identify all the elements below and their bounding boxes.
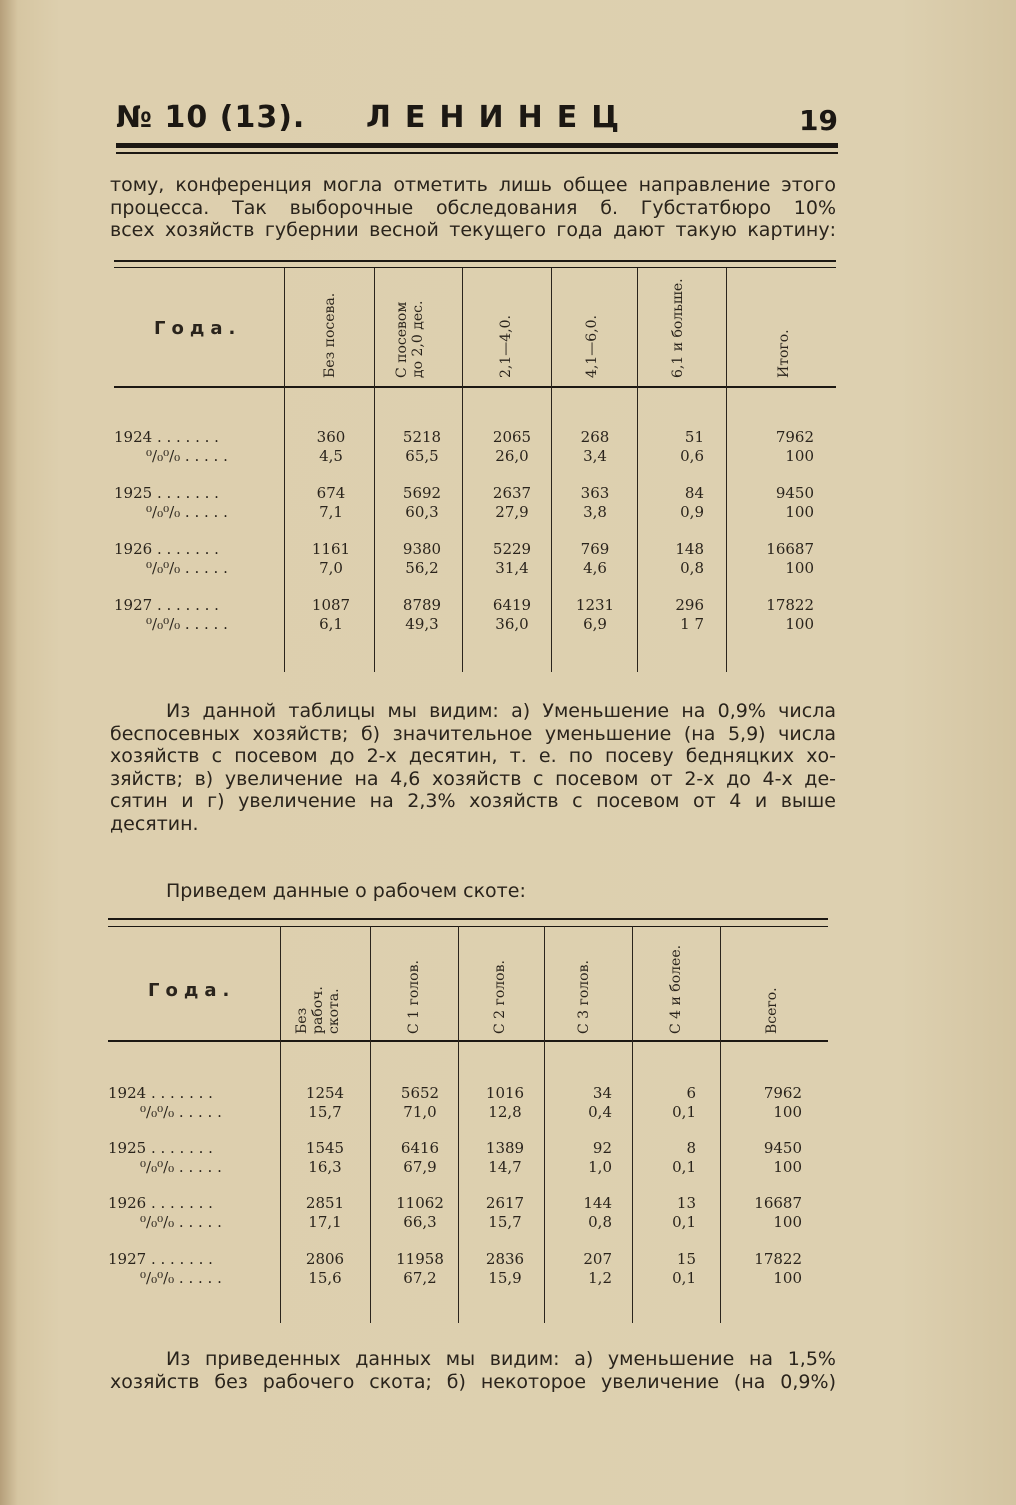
text-line: сятин и г) увеличение на 2,3% хозяйств с посевом от 4 и выше: [110, 790, 836, 812]
column-divider: [720, 926, 721, 1323]
table-cell-value: 5652: [400, 1084, 440, 1102]
table-cell-value: 6416: [400, 1139, 440, 1157]
table-cell-value: 5218: [402, 428, 442, 446]
intro-paragraph: [110, 174, 836, 242]
newspaper-title: ЛЕНИНЕЦ: [366, 100, 634, 135]
table-cell-value: 7962: [775, 428, 814, 446]
table-cell-value: 5692: [402, 484, 442, 502]
table-cell-percent: 67,2: [403, 1269, 437, 1287]
row-percent-label: ⁰/₀⁰/₀ . . . . .: [140, 1213, 222, 1231]
text-line: хозяйств с посевом до 2-х десятин, т. е. по посеву бедняцких хо-: [110, 745, 836, 767]
table-cell-value: 6419: [492, 596, 532, 614]
column-header: С 3 голов.: [576, 960, 592, 1034]
table-cell-value: 1254: [305, 1084, 345, 1102]
table-cell-value: 34: [592, 1084, 612, 1102]
table-cell-value: 2617: [485, 1194, 525, 1212]
text-line: процесса. Так выборочные обследования б. Губстатбюро 10%: [110, 196, 836, 219]
table-cell-percent: 26,0: [495, 447, 529, 465]
table-cell-value: 6: [686, 1084, 696, 1102]
table-cell-value: 769: [580, 540, 610, 558]
column-divider: [462, 268, 463, 672]
table-cell-percent: 0,4: [588, 1103, 612, 1121]
table-cell-percent: 12,8: [488, 1103, 522, 1121]
table-top-rule: [114, 260, 836, 262]
column-header: 4,1—6,0.: [584, 315, 600, 378]
text-line: Из приведенных данных мы видим: а) уменьшение на 1,5%: [166, 1348, 836, 1370]
table-cell-percent: 100: [773, 1158, 802, 1176]
table-cell-value: 674: [316, 484, 346, 502]
table-cell-value: 17822: [754, 1250, 802, 1268]
table-cell-value: 1087: [311, 596, 351, 614]
analysis-paragraph: [110, 700, 836, 835]
table-cell-percent: 67,9: [403, 1158, 437, 1176]
row-percent-label: ⁰/₀⁰/₀ . . . . .: [140, 1103, 222, 1121]
table-cell-percent: 100: [785, 559, 814, 577]
table-cell-percent: 7,0: [319, 559, 343, 577]
text-line: тому, конференция могла отметить лишь общее направление этого: [110, 174, 836, 196]
table-cell-percent: 65,5: [405, 447, 439, 465]
table-top-rule-thin: [114, 267, 836, 268]
row-year-label: 1927 . . . . . . .: [108, 1250, 213, 1268]
column-divider: [632, 926, 633, 1323]
column-divider: [280, 926, 281, 1323]
table-cell-percent: 17,1: [308, 1213, 342, 1231]
row-percent-label: ⁰/₀⁰/₀ . . . . .: [146, 447, 228, 465]
row-percent-label: ⁰/₀⁰/₀ . . . . .: [146, 559, 228, 577]
text-line: зяйств; в) увеличение на 4,6 хозяйств с посевом от 2-х до 4-х де-: [110, 767, 836, 790]
column-header: 6,1 и больше.: [670, 278, 686, 378]
table-cell-percent: 31,4: [495, 559, 529, 577]
row-percent-label: ⁰/₀⁰/₀ . . . . .: [140, 1158, 222, 1176]
table-cell-percent: 6,9: [583, 615, 607, 633]
text-line: десятин.: [110, 812, 199, 835]
table-cell-value: 16687: [766, 540, 814, 558]
table-cell-value: 92: [592, 1139, 612, 1157]
table-cell-percent: 1 7: [680, 615, 704, 633]
livestock-table: [108, 918, 828, 1323]
livestock-intro: [166, 880, 666, 903]
year-column-header: Года.: [148, 980, 236, 1001]
table-cell-value: 9450: [763, 1139, 802, 1157]
table-cell-value: 15: [676, 1250, 696, 1268]
row-year-label: 1926 . . . . . . .: [114, 540, 219, 558]
table-cell-value: 360: [316, 428, 346, 446]
table-cell-percent: 100: [785, 503, 814, 521]
table-cell-percent: 60,3: [405, 503, 439, 521]
table-cell-value: 2065: [492, 428, 532, 446]
table-cell-percent: 15,9: [488, 1269, 522, 1287]
table-cell-percent: 36,0: [495, 615, 529, 633]
table-cell-value: 9380: [402, 540, 442, 558]
row-year-label: 1925 . . . . . . .: [114, 484, 219, 502]
table-cell-value: 84: [684, 484, 704, 502]
column-header: 2,1—4,0.: [498, 315, 514, 378]
column-header: С 4 и более.: [668, 944, 684, 1034]
table-cell-percent: 6,1: [319, 615, 343, 633]
table-cell-percent: 0,1: [672, 1103, 696, 1121]
table-cell-value: 8: [686, 1139, 696, 1157]
table-cell-value: 1161: [311, 540, 351, 558]
table-cell-percent: 1,0: [588, 1158, 612, 1176]
table-cell-percent: 100: [773, 1213, 802, 1231]
table-cell-percent: 0,1: [672, 1269, 696, 1287]
column-header: С 2 голов.: [492, 960, 508, 1034]
table-cell-percent: 56,2: [405, 559, 439, 577]
table-cell-value: 5229: [492, 540, 532, 558]
table-cell-value: 7962: [763, 1084, 802, 1102]
table-cell-value: 2637: [492, 484, 532, 502]
table-cell-value: 2806: [305, 1250, 345, 1268]
row-year-label: 1924 . . . . . . .: [108, 1084, 213, 1102]
column-header: С посевом до 2,0 дес.: [394, 300, 426, 378]
table-cell-value: 8789: [402, 596, 442, 614]
sowing-table: [114, 260, 836, 672]
row-year-label: 1925 . . . . . . .: [108, 1139, 213, 1157]
table-cell-value: 1231: [575, 596, 615, 614]
table-cell-value: 1389: [485, 1139, 525, 1157]
table-cell-value: 2836: [485, 1250, 525, 1268]
row-percent-label: ⁰/₀⁰/₀ . . . . .: [146, 615, 228, 633]
header-rule-thin: [116, 152, 838, 154]
column-divider: [637, 268, 638, 672]
column-header: С 1 голов.: [406, 960, 422, 1034]
table-cell-percent: 100: [785, 615, 814, 633]
text-line: беспосевных хозяйств; б) значительное уменьшение (на 5,9) числа: [110, 722, 836, 745]
year-column-header: Года.: [154, 318, 242, 339]
table-cell-percent: 16,3: [308, 1158, 342, 1176]
table-cell-value: 268: [580, 428, 610, 446]
column-divider: [544, 926, 545, 1323]
table-cell-percent: 1,2: [588, 1269, 612, 1287]
table-cell-percent: 14,7: [488, 1158, 522, 1176]
table-cell-percent: 0,8: [588, 1213, 612, 1231]
table-cell-value: 148: [675, 540, 704, 558]
page-header: [116, 100, 838, 140]
table-cell-value: 2851: [305, 1194, 345, 1212]
table-cell-percent: 71,0: [403, 1103, 437, 1121]
table-cell-percent: 66,3: [403, 1213, 437, 1231]
table-cell-percent: 15,7: [308, 1103, 342, 1121]
row-year-label: 1927 . . . . . . .: [114, 596, 219, 614]
table-cell-value: 9450: [775, 484, 814, 502]
column-header: Итого.: [776, 329, 792, 378]
column-divider: [284, 268, 285, 672]
table-cell-value: 144: [583, 1194, 612, 1212]
table-cell-value: 1545: [305, 1139, 345, 1157]
text-line: Из данной таблицы мы видим: а) Уменьшение на 0,9% числа: [166, 700, 836, 722]
table-cell-value: 11958: [396, 1250, 444, 1268]
text-line: Приведем данные о рабочем скоте:: [166, 880, 526, 902]
column-divider: [374, 268, 375, 672]
table-cell-percent: 49,3: [405, 615, 439, 633]
table-cell-value: 296: [675, 596, 704, 614]
table-cell-percent: 4,6: [583, 559, 607, 577]
row-year-label: 1926 . . . . . . .: [108, 1194, 213, 1212]
row-year-label: 1924 . . . . . . .: [114, 428, 219, 446]
table-cell-value: 207: [583, 1250, 612, 1268]
issue-number: № 10 (13).: [116, 100, 306, 135]
header-rule: [116, 143, 838, 148]
table-cell-percent: 100: [773, 1269, 802, 1287]
table-cell-percent: 3,4: [583, 447, 607, 465]
table-cell-value: 17822: [766, 596, 814, 614]
table-cell-percent: 27,9: [495, 503, 529, 521]
table-cell-value: 16687: [754, 1194, 802, 1212]
table-cell-percent: 15,7: [488, 1213, 522, 1231]
table-cell-value: 11062: [396, 1194, 444, 1212]
closing-paragraph: [110, 1348, 836, 1393]
table-cell-percent: 3,8: [583, 503, 607, 521]
table-cell-percent: 0,1: [672, 1213, 696, 1231]
table-cell-value: 363: [580, 484, 610, 502]
column-header: Без посева.: [322, 292, 338, 378]
text-line: всех хозяйств губернии весной текущего года дают такую картину:: [110, 219, 836, 241]
table-cell-percent: 0,1: [672, 1158, 696, 1176]
table-cell-percent: 0,6: [680, 447, 704, 465]
row-percent-label: ⁰/₀⁰/₀ . . . . .: [140, 1269, 222, 1287]
table-cell-percent: 15,6: [308, 1269, 342, 1287]
table-cell-value: 1016: [485, 1084, 525, 1102]
table-cell-value: 13: [676, 1194, 696, 1212]
table-cell-percent: 100: [773, 1103, 802, 1121]
table-cell-percent: 4,5: [319, 447, 343, 465]
column-divider: [726, 268, 727, 672]
table-cell-percent: 7,1: [319, 503, 343, 521]
table-cell-percent: 0,9: [680, 503, 704, 521]
text-line: хозяйств без рабочего скота; б) некоторое увеличение (на 0,9%): [110, 1370, 836, 1393]
page-number: 19: [799, 104, 838, 137]
table-cell-percent: 0,8: [680, 559, 704, 577]
table-cell-value: 51: [684, 428, 704, 446]
column-header: Всего.: [764, 987, 780, 1034]
table-cell-percent: 100: [785, 447, 814, 465]
table-top-rule: [108, 918, 828, 920]
column-header: Без рабоч. скота.: [294, 986, 342, 1034]
row-percent-label: ⁰/₀⁰/₀ . . . . .: [146, 503, 228, 521]
column-divider: [370, 926, 371, 1323]
table-header-rule: [114, 386, 836, 388]
